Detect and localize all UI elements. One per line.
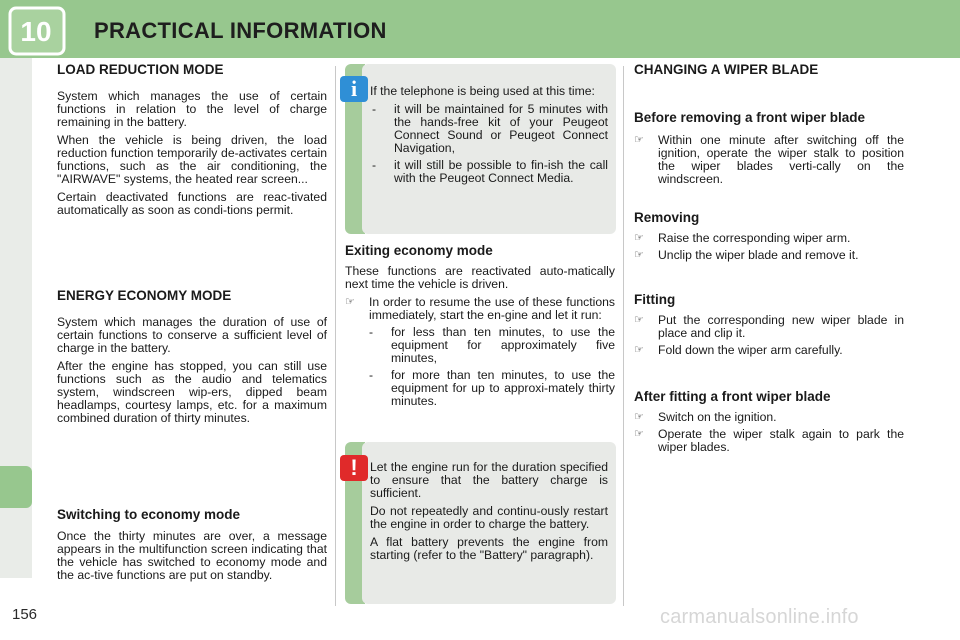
warning-icon: !: [340, 455, 368, 481]
section-title: CHANGING A WIPER BLADE: [634, 62, 819, 77]
warning-box-content: [370, 461, 608, 567]
pointer-icon: ☞: [345, 296, 355, 308]
info-item: it will still be possible to fin-ish the call with the Peugeot Connect Media.: [394, 158, 608, 185]
page-title: PRACTICAL INFORMATION: [94, 18, 387, 43]
pointer-icon: ☞: [634, 232, 644, 244]
list-item: ☞ Within one minute after switching off the ignition, operate the wiper stalk to position the wiper blades verti-cally on the windscreen.: [634, 133, 904, 186]
section-subtitle: Removing: [634, 210, 700, 225]
paragraph: Let the engine run for the duration specified to ensure that the battery charge is sufficient.: [370, 460, 608, 500]
section-subtitle: Fitting: [634, 292, 676, 307]
list-item: ☞ Unclip the wiper blade and remove it.: [634, 248, 859, 262]
column-1: [57, 62, 327, 222]
section-subtitle: Switching to economy mode: [57, 507, 241, 522]
pointer-icon: ☞: [634, 249, 644, 261]
paragraph: System which manages the use of certain functions in relation to the level of charge remaining in the battery.: [57, 89, 327, 129]
pointer-icon: ☞: [634, 134, 644, 146]
chapter-number: 10: [20, 16, 52, 47]
paragraph: After the engine has stopped, you can still use functions such as the audio and telematics system, windscreen wip-ers, dipped beam headlamps, courtesy lamps, etc. for a maximum combined duration of thirty minutes.: [57, 359, 327, 425]
section-subtitle: Exiting economy mode: [345, 243, 493, 258]
list-item: - it will be maintained for 5 minutes with the hands-free kit of your Peugeot Connect Sound or Peugeot Connect Navigation,: [372, 102, 608, 155]
list-item: ☞ Operate the wiper stalk again to park the wiper blades.: [634, 427, 904, 454]
pointer-icon: ☞: [634, 344, 644, 356]
column-divider: [623, 66, 624, 606]
paragraph: A flat battery prevents the engine from starting (refer to the "Battery" paragraph).: [370, 535, 608, 562]
list-item: - for less than ten minutes, to use the equipment for approximately five minutes,: [369, 325, 615, 365]
info-intro: If the telephone is being used at this time:: [370, 84, 595, 98]
info-icon: i: [340, 76, 368, 102]
paragraph: Once the thirty minutes are over, a message appears in the multifunction screen indicating that the vehicle has switched to economy mode and the ac-tive functions are put on standby.: [57, 529, 327, 582]
watermark: carmanualsonline.info: [660, 606, 859, 628]
list-item: ☞ Switch on the ignition.: [634, 410, 777, 424]
paragraph: System which manages the duration of use of certain functions to conserve a sufficient level of charge in the battery.: [57, 315, 327, 355]
list-item: ☞ Fold down the wiper arm carefully.: [634, 343, 843, 357]
list-item: - it will still be possible to fin-ish the call with the Peugeot Connect Media.: [372, 158, 608, 185]
section-title: ENERGY ECONOMY MODE: [57, 288, 232, 303]
chapter-side-tab: [0, 466, 32, 508]
list-item: ☞ Put the corresponding new wiper blade in place and clip it.: [634, 313, 904, 340]
list-item: ☞ In order to resume the use of these functions immediately, start the en-gine and let it run:: [345, 295, 615, 322]
page-number: 156: [12, 606, 38, 623]
section-title: LOAD REDUCTION MODE: [57, 62, 224, 77]
pointer-icon: ☞: [634, 411, 644, 423]
column-divider: [335, 66, 336, 606]
sub-list: [345, 326, 615, 408]
list-item: ☞ Raise the corresponding wiper arm.: [634, 231, 851, 245]
list-item: - for more than ten minutes, to use the equipment for up to approxi-mately thirty minutes.: [369, 368, 615, 408]
section-subtitle: Before removing a front wiper blade: [634, 110, 866, 125]
pointer-icon: ☞: [634, 314, 644, 326]
paragraph: When the vehicle is being driven, the load reduction function temporarily de-activates certain functions, such as the air conditioning, the "AIRWAVE" systems, the heated rear screen...: [57, 133, 327, 186]
pointer-icon: ☞: [634, 428, 644, 440]
column-1-switching: [57, 507, 327, 587]
exiting-section: [345, 243, 615, 412]
section-subtitle: After fitting a front wiper blade: [634, 389, 831, 404]
paragraph: Do not repeatedly and continu-ously restart the engine in order to charge the battery.: [370, 504, 608, 531]
paragraph: These functions are reactivated auto-matically next time the vehicle is driven.: [345, 264, 615, 291]
column-1-energy: [57, 288, 327, 430]
info-box-content: [370, 85, 608, 189]
paragraph: Certain deactivated functions are reac-tivated automatically as soon as condi-tions permit.: [57, 190, 327, 217]
info-item: it will be maintained for 5 minutes with the hands-free kit of your Peugeot Connect Sound or Peugeot Connect Navigation,: [394, 102, 608, 155]
column-3: [634, 62, 904, 458]
